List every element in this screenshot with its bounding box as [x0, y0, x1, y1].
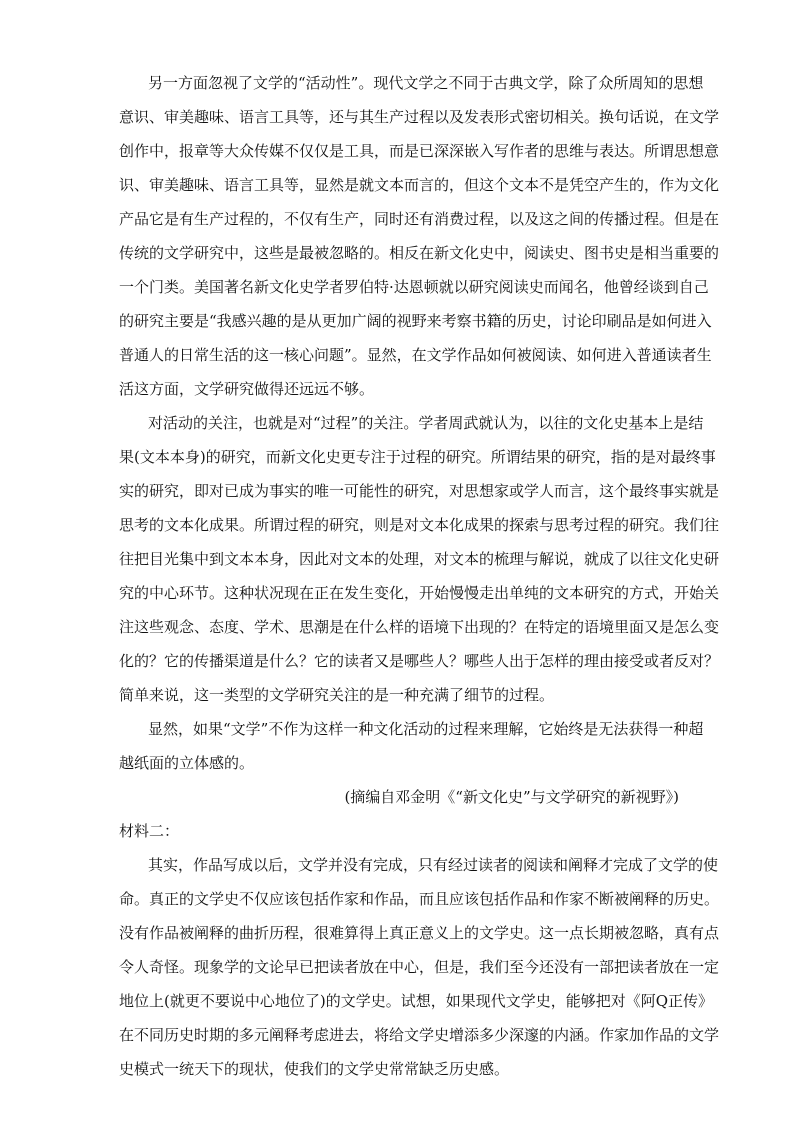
paragraph-line: 的研究主要是“我感兴趣的是从更加广阔的视野来考察书籍的历史，讨论印刷品是如何进入: [119, 312, 712, 330]
paragraph-line: 思考的文本化成果。所谓过程的研究，则是对文本化成果的探索与思考过程的研究。我们往: [119, 516, 720, 534]
paragraph-line: 没有作品被阐释的曲折历程，很难算得上真正意义上的文学史。这一点长期被忽略，真有点: [119, 924, 720, 942]
paragraph-line: 往把目光集中到文本本身，因此对文本的处理，对文本的梳理与解说，就成了以往文化史研: [119, 550, 720, 568]
source-citation: (摘编自邓金明《“新文化史”与文学研究的新视野》): [344, 788, 679, 806]
paragraph-line: 命。真正的文学史不仅应该包括作家和作品，而且应该包括作品和作家不断被阐释的历史。: [119, 890, 720, 908]
paragraph-line: 注这些观念、态度、学术、思潮是在什么样的语境下出现的？在特定的语境里面又是怎么变: [119, 618, 720, 636]
paragraph-line: 其实，作品写成以后，文学并没有完成，只有经过读者的阅读和阐释才完成了文学的使: [148, 856, 719, 874]
paragraph-line: 越纸面的立体感的。: [119, 754, 255, 772]
paragraph-line: 一个门类。美国著名新文化史学者罗伯特·达恩顿就以研究阅读史而闻名，他曾经谈到自己: [119, 278, 709, 296]
paragraph-line: 活这方面，文学研究做得还远远不够。: [119, 380, 375, 398]
document-page: [119, 66, 720, 1086]
paragraph-line: 另一方面忽视了文学的“活动性”。现代文学之不同于古典文学，除了众所周知的思想: [148, 74, 704, 92]
paragraph-line: 地位上(就更不要说中心地位了)的文学史。试想，如果现代文学史，能够把对《阿Q正传》: [119, 992, 714, 1010]
paragraph-line: 创作中，报章等大众传媒不仅仅是工具，而是已深深嵌入写作者的思维与表达。所谓思想意: [119, 142, 720, 160]
paragraph-line: 令人奇怪。现象学的文论早已把读者放在中心，但是，我们至今还没有一部把读者放在一定: [119, 958, 720, 976]
paragraph-line: 普通人的日常生活的这一核心问题”。显然，在文学作品如何被阅读、如何进入普通读者生: [119, 346, 712, 364]
paragraph-line: 传统的文学研究中，这些是最被忽略的。相反在新文化史中，阅读史、图书史是相当重要的: [119, 244, 720, 262]
paragraph-line: 对活动的关注，也就是对“过程”的关注。学者周武就认为，以往的文化史基本上是结: [148, 414, 704, 432]
paragraph-line: 实的研究，即对已成为事实的唯一可能性的研究，对思想家或学人而言，这个最终事实就是: [119, 482, 720, 500]
paragraph-line: 果(文本本身)的研究，而新文化史更专注于过程的研究。所谓结果的研究，指的是对最终事: [119, 448, 716, 466]
paragraph-line: 史模式一统天下的现状，使我们的文学史常常缺乏历史感。: [119, 1060, 510, 1078]
paragraph-line: 化的？它的传播渠道是什么？它的读者又是哪些人？哪些人出于怎样的理由接受或者反对？: [119, 652, 720, 670]
paragraph-line: 简单来说，这一类型的文学研究关注的是一种充满了细节的过程。: [119, 686, 555, 704]
paragraph-line: 究的中心环节。这种状况现在正在发生变化，开始慢慢走出单纯的文本研究的方式，开始关: [119, 584, 720, 602]
paragraph-line: 识、审美趣味、语言工具等，显然是就文本而言的，但这个文本不是凭空产生的，作为文化: [119, 176, 720, 194]
paragraph-line: 意识、审美趣味、语言工具等，还与其生产过程以及发表形式密切相关。换句话说，在文学: [119, 108, 720, 126]
paragraph-line: 显然，如果“文学”不作为这样一种文化活动的过程来理解，它始终是无法获得一种超: [148, 720, 704, 738]
paragraph-line: 在不同历史时期的多元阐释考虑进去，将给文学史增添多少深邃的内涵。作家加作品的文学: [119, 1026, 720, 1044]
material-heading: 材料二：: [119, 822, 180, 840]
paragraph-line: 产品它是有生产过程的，不仅有生产，同时还有消费过程，以及这之间的传播过程。但是在: [119, 210, 720, 228]
